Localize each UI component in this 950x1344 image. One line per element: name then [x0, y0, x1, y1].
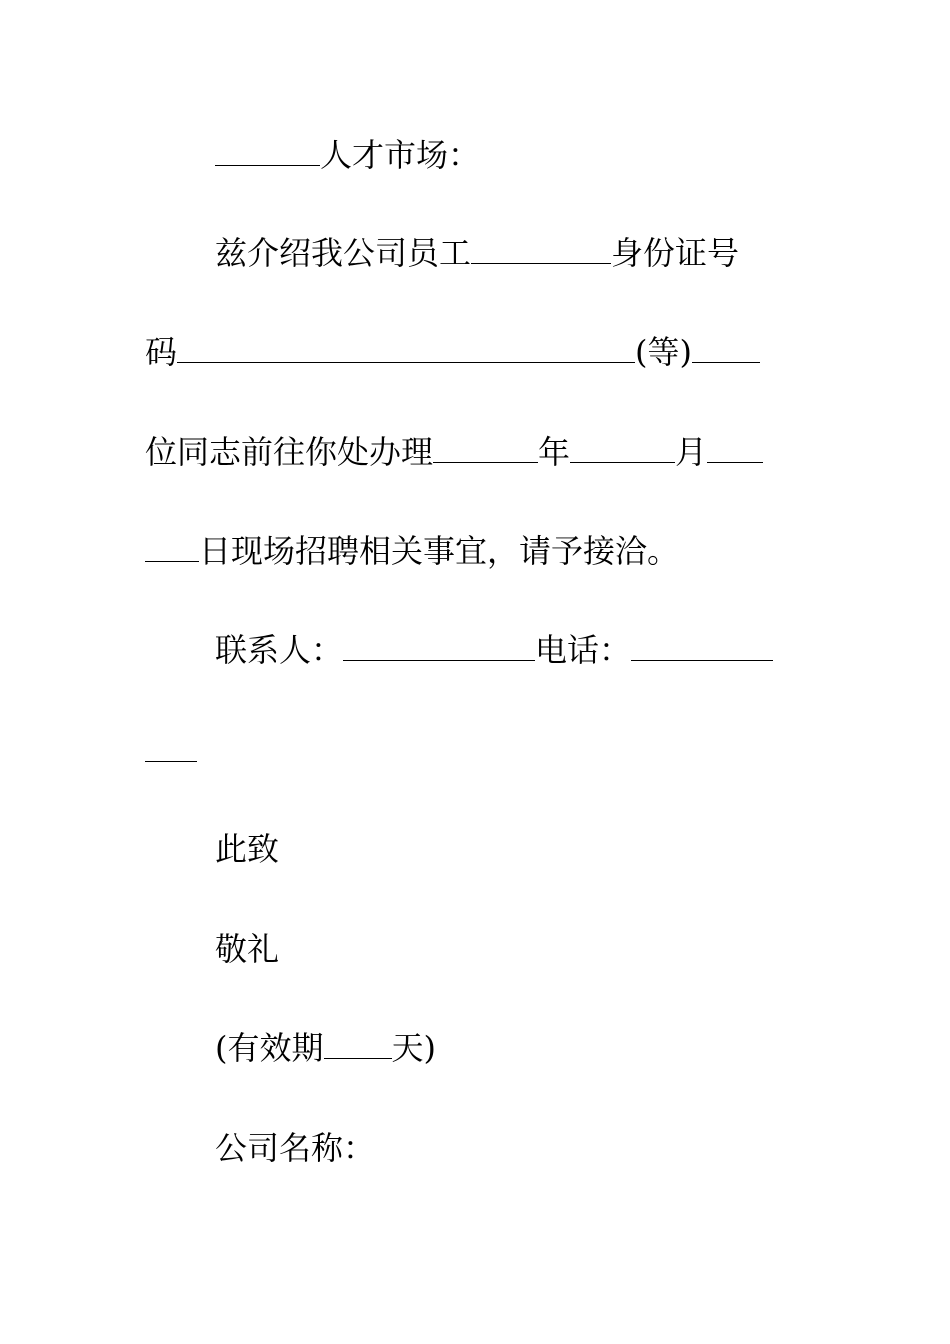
day-text: 日现场招聘相关事宜，请予接洽。 — [199, 532, 680, 570]
contact-name-blank[interactable] — [343, 632, 535, 661]
id-label-part2: 码 — [145, 333, 178, 371]
talent-market-blank[interactable] — [215, 137, 320, 166]
year-blank[interactable] — [433, 434, 538, 463]
closing-2: 敬礼 — [215, 930, 280, 968]
day-blank-part1[interactable] — [707, 434, 763, 463]
phone-blank-part1[interactable] — [631, 632, 773, 661]
etc-text: (等) — [635, 333, 692, 371]
contact-label: 联系人： — [215, 631, 344, 669]
person-count-blank[interactable] — [692, 334, 760, 363]
month-blank[interactable] — [570, 434, 675, 463]
date-line — [145, 432, 805, 472]
validity-line — [215, 1028, 875, 1068]
closing-line-1 — [215, 829, 875, 869]
id-number-blank[interactable] — [177, 334, 635, 363]
contact-line — [215, 630, 875, 670]
employee-name-blank[interactable] — [471, 235, 611, 264]
id-label-part1: 身份证号 — [611, 234, 740, 272]
day-blank-part2[interactable] — [145, 533, 199, 562]
month-label: 月 — [675, 433, 708, 471]
validity-prefix: (有效期 — [215, 1029, 324, 1067]
persons-text: 位同志前往你处办理 — [145, 433, 434, 471]
company-label: 公司名称： — [215, 1129, 376, 1167]
salutation-line — [215, 135, 875, 175]
validity-days-blank[interactable] — [324, 1030, 392, 1059]
id-number-line — [145, 332, 805, 372]
phone-continuation-line — [145, 731, 805, 771]
purpose-line — [145, 531, 805, 571]
phone-blank-part2[interactable] — [145, 733, 197, 762]
validity-suffix: 天) — [391, 1029, 436, 1067]
intro-text: 兹介绍我公司员工 — [215, 234, 472, 272]
year-label: 年 — [538, 433, 571, 471]
closing-1: 此致 — [215, 830, 280, 868]
intro-line — [215, 233, 875, 273]
salutation-suffix: 人才市场： — [320, 136, 481, 174]
phone-label: 电话： — [535, 631, 632, 669]
company-line — [215, 1128, 875, 1168]
closing-line-2 — [215, 929, 875, 969]
